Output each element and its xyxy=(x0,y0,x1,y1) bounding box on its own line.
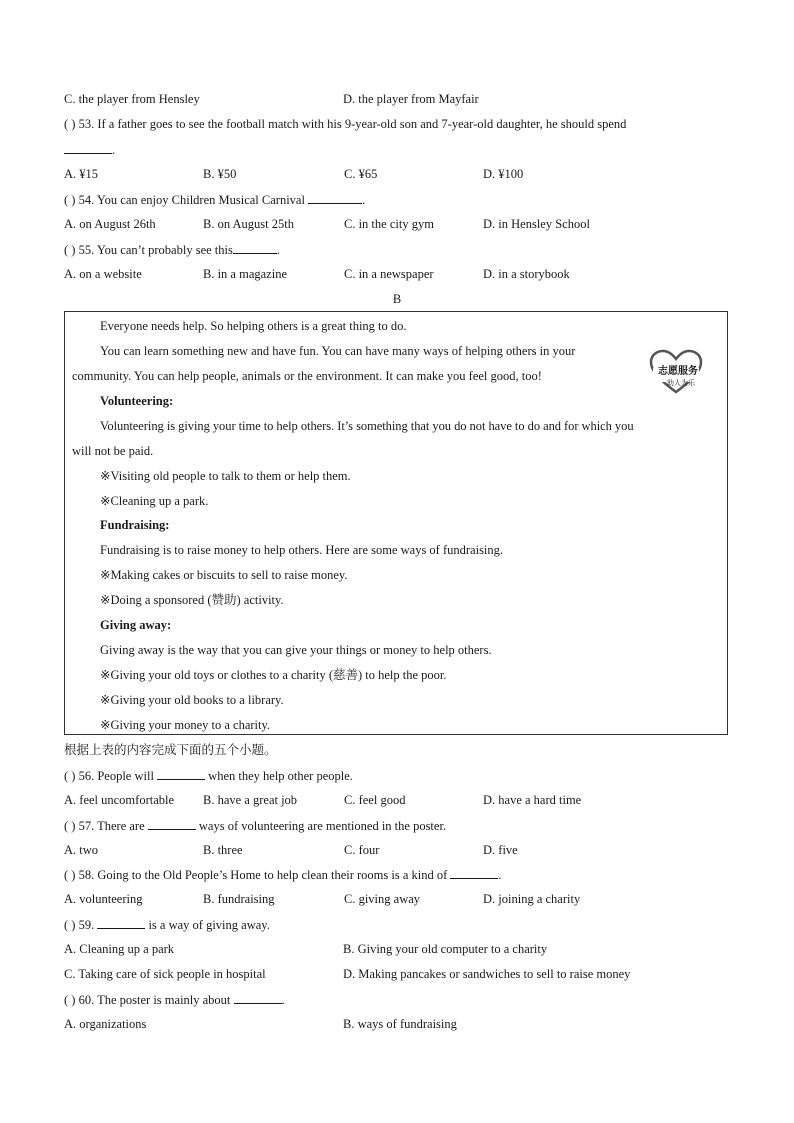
q56-stem-text: 56. People will xyxy=(78,769,158,783)
q59-answer-paren[interactable]: ( ) xyxy=(64,918,76,932)
heading-giving-away: Giving away: xyxy=(100,618,172,632)
fundraising-item-2: ※Doing a sponsored (赞助) activity. xyxy=(100,593,284,607)
q56-options xyxy=(64,792,730,808)
q60-stem xyxy=(64,991,730,1007)
q59-option-c: C. Taking care of sick people in hospital xyxy=(64,967,266,981)
q55-stem-text: 55. You can’t probably see this xyxy=(78,243,233,257)
q58-option-d: D. joining a charity xyxy=(483,892,581,906)
logo-text-top: 志愿服务 xyxy=(658,366,698,377)
giving-item-1: ※Giving your old toys or clothes to a charity (慈善) to help the poor. xyxy=(100,668,447,682)
q56-stem xyxy=(64,767,730,783)
q53-option-a: A. ¥15 xyxy=(64,167,99,181)
q57-option-b: B. three xyxy=(203,843,243,857)
q56-answer-paren[interactable]: ( ) xyxy=(64,769,76,783)
q59-blank[interactable] xyxy=(97,916,145,929)
q58-blank[interactable] xyxy=(450,866,498,879)
q52-option-c: C. the player from Hensley xyxy=(64,92,200,106)
volunteering-def-b: will not be paid. xyxy=(72,444,154,458)
q56-option-a: A. feel uncomfortable xyxy=(64,793,175,807)
q53-options xyxy=(64,166,730,182)
q52-option-d: D. the player from Mayfair xyxy=(343,92,479,106)
q59-options-row2 xyxy=(64,966,730,982)
fundraising-def: Fundraising is to raise money to help others. Here are some ways of fundraising. xyxy=(100,543,504,557)
q55-blank[interactable] xyxy=(233,241,277,254)
q54-option-c: C. in the city gym xyxy=(344,217,434,231)
q58-stem-text: 58. Going to the Old People’s Home to help clean their rooms is a kind of xyxy=(78,868,451,882)
q60-period: . xyxy=(281,993,285,1007)
q53-option-d: D. ¥100 xyxy=(483,167,524,181)
q52-options xyxy=(64,91,730,107)
q59-stem-end: is a way of giving away. xyxy=(145,918,270,932)
q57-stem-end: ways of volunteering are mentioned in the poster. xyxy=(195,819,447,833)
q57-option-c: C. four xyxy=(344,843,380,857)
q56-blank[interactable] xyxy=(157,767,205,780)
q57-answer-paren[interactable]: ( ) xyxy=(64,819,76,833)
giving-def: Giving away is the way that you can give your things or money to help others. xyxy=(100,643,492,657)
q59-option-d: D. Making pancakes or sandwiches to sell to raise money xyxy=(343,967,631,981)
volunteering-item-2: ※Cleaning up a park. xyxy=(100,494,209,508)
q53-answer-paren[interactable]: ( ) xyxy=(64,117,76,131)
giving-item-2: ※Giving your old books to a library. xyxy=(100,693,284,707)
q59-stem-text: 59. xyxy=(78,918,98,932)
q60-option-b: B. ways of fundraising xyxy=(343,1017,457,1031)
volunteer-logo xyxy=(647,348,705,396)
q58-answer-paren[interactable]: ( ) xyxy=(64,868,76,882)
q57-stem xyxy=(64,817,730,833)
q59-stem xyxy=(64,916,730,932)
q56-option-c: C. feel good xyxy=(344,793,406,807)
q54-period: . xyxy=(362,193,366,207)
q60-stem-text: 60. The poster is mainly about xyxy=(78,993,234,1007)
q53-option-b: B. ¥50 xyxy=(203,167,237,181)
instruction: 根据上表的内容完成下面的五个小题。 xyxy=(64,742,277,757)
q57-stem-text: 57. There are xyxy=(78,819,148,833)
q57-option-a: A. two xyxy=(64,843,99,857)
q55-option-a: A. on a website xyxy=(64,267,142,281)
poster-intro-2b: community. You can help people, animals or the environment. It can make you feel good, too! xyxy=(72,369,542,383)
q55-option-c: C. in a newspaper xyxy=(344,267,434,281)
q54-options xyxy=(64,216,730,232)
q54-option-a: A. on August 26th xyxy=(64,217,156,231)
q59-options-row1 xyxy=(64,941,730,957)
q54-stem-text: 54. You can enjoy Children Musical Carnival xyxy=(78,193,309,207)
giving-item-3: ※Giving your money to a charity. xyxy=(100,718,271,732)
heading-fundraising: Fundraising: xyxy=(100,518,170,532)
q58-options xyxy=(64,891,730,907)
q55-option-b: B. in a magazine xyxy=(203,267,287,281)
q60-blank[interactable] xyxy=(234,991,282,1004)
heading-volunteering: Volunteering: xyxy=(100,394,174,408)
q60-option-a: A. organizations xyxy=(64,1017,147,1031)
q54-option-b: B. on August 25th xyxy=(203,217,294,231)
q54-stem xyxy=(64,191,730,207)
q56-option-b: B. have a great job xyxy=(203,793,298,807)
q56-stem-end: when they help other people. xyxy=(205,769,353,783)
q53-stem-cont xyxy=(64,141,730,157)
q53-period: . xyxy=(112,143,116,157)
q58-period: . xyxy=(498,868,502,882)
q55-stem xyxy=(64,241,730,257)
q54-blank[interactable] xyxy=(308,191,362,204)
q58-option-a: A. volunteering xyxy=(64,892,143,906)
q53-option-c: C. ¥65 xyxy=(344,167,378,181)
q54-option-d: D. in Hensley School xyxy=(483,217,590,231)
q55-option-d: D. in a storybook xyxy=(483,267,570,281)
q60-options xyxy=(64,1016,730,1032)
q58-option-b: B. fundraising xyxy=(203,892,275,906)
q57-options xyxy=(64,842,730,858)
q55-answer-paren[interactable]: ( ) xyxy=(64,243,76,257)
q58-stem xyxy=(64,866,730,882)
q57-blank[interactable] xyxy=(148,817,196,830)
volunteering-def-a: Volunteering is giving your time to help others. It’s something that you do not have to do and for which you xyxy=(100,419,634,433)
q55-options xyxy=(64,266,730,282)
q58-option-c: C. giving away xyxy=(344,892,421,906)
fundraising-item-1: ※Making cakes or biscuits to sell to raise money. xyxy=(100,568,348,582)
q54-answer-paren[interactable]: ( ) xyxy=(64,193,76,207)
q53-stem xyxy=(64,116,730,132)
poster-intro-2a: You can learn something new and have fun. You can have many ways of helping others in your xyxy=(100,344,576,358)
logo-text-bottom: 助人为乐 xyxy=(667,379,695,387)
q57-option-d: D. five xyxy=(483,843,518,857)
q59-option-b: B. Giving your old computer to a charity xyxy=(343,942,548,956)
q60-answer-paren[interactable]: ( ) xyxy=(64,993,76,1007)
q59-option-a: A. Cleaning up a park xyxy=(64,942,175,956)
q53-stem-text: 53. If a father goes to see the football match with his 9-year-old son and 7-year-old daughter, he should spend xyxy=(78,117,627,131)
section-b-label: B xyxy=(392,292,402,306)
q56-option-d: D. have a hard time xyxy=(483,793,582,807)
q53-blank[interactable] xyxy=(64,141,112,154)
volunteer-poster xyxy=(64,311,728,735)
q55-period: . xyxy=(276,243,280,257)
poster-intro-1: Everyone needs help. So helping others is a great thing to do. xyxy=(100,319,407,333)
volunteering-item-1: ※Visiting old people to talk to them or help them. xyxy=(100,469,351,483)
